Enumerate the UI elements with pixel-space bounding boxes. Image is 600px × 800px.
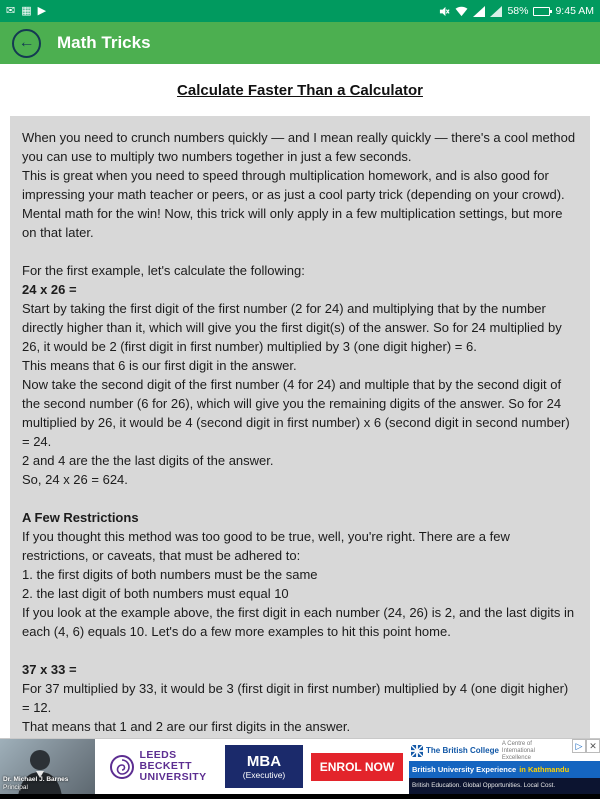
paragraph: When you need to crunch numbers quickly — and I mean really quickly — there's a cool method you can use to multiply two numbers together in just a few seconds.	[22, 130, 576, 164]
paragraph: If you look at the example above, the first digit in each number (24, 26) is 2, and the last digits in each (4, 6) equals 10. Let's do a few more examples to hit this point home.	[22, 605, 575, 639]
british-college-logo	[411, 745, 423, 757]
ad-person-role: Principal	[3, 784, 28, 791]
band-text: British University Experience	[412, 764, 517, 774]
paragraph: Now take the second digit of the first number (4 for 24) and multiple that by the second digit of the second number (6 for 26), which will give you the remaining digits of the answer. So for 24 multiplied by 26, it would be 4 (second digit in first number) x 6 (second digit in second number) = 24.	[22, 377, 570, 449]
leeds-rose-icon	[109, 754, 135, 780]
ad-mba-badge	[225, 745, 303, 788]
app-bar	[0, 22, 600, 64]
back-button[interactable]	[12, 29, 41, 58]
paragraph: This means that 6 is our first digit in the answer.	[22, 358, 297, 373]
ad-university-block	[95, 739, 223, 794]
notification-icon: ✉	[6, 4, 16, 17]
ad-photo-caption	[3, 776, 68, 792]
app-title: Math Tricks	[57, 33, 151, 52]
ad-program-name: MBA	[246, 753, 282, 770]
battery-icon	[533, 7, 550, 16]
ad-person-name: Dr. Michael J. Barnes	[3, 776, 69, 783]
status-icons-right	[439, 5, 594, 17]
title-area	[0, 64, 600, 116]
wifi-icon	[455, 6, 468, 17]
ad-college-strip	[409, 778, 600, 795]
signal-icon	[473, 6, 485, 17]
ad-banner[interactable]	[0, 738, 600, 794]
back-arrow-icon: ←	[18, 34, 35, 51]
college-name: The British College	[426, 746, 499, 755]
paragraph: 1. the first digits of both numbers must be the same	[22, 567, 318, 582]
adchoices-icon[interactable]: ▷	[572, 739, 586, 753]
paragraph: 24 x 26 =	[22, 282, 77, 297]
enrol-now-button[interactable]: ENROL NOW	[311, 753, 403, 781]
college-excellence-text: A Centre of International Excellence	[501, 740, 535, 761]
battery-percent: 58%	[507, 5, 529, 17]
paragraph: 2 and 4 are the the last digits of the answer.	[22, 453, 274, 468]
ad-controls	[572, 739, 600, 753]
ad-close-icon[interactable]: ✕	[586, 739, 600, 753]
notification-icon: ▶	[37, 4, 47, 17]
article-title: Calculate Faster Than a Calculator	[177, 81, 423, 99]
paragraph: 37 x 33 =	[22, 662, 77, 677]
paragraph: That means that 1 and 2 are our first digits in the answer.	[22, 719, 351, 734]
ad-program-sub: (Executive)	[242, 770, 286, 780]
ad-college-tagline	[409, 761, 600, 778]
status-icons-left	[6, 6, 46, 17]
signal-icon-2	[490, 6, 502, 17]
band-text-highlight: in Kathmandu	[519, 764, 570, 774]
paragraph: A Few Restrictions	[22, 510, 139, 525]
paragraph: For 37 multiplied by 33, it would be 3 (first digit in first number) multiplied by 4 (one digit higher) = 12.	[22, 681, 569, 715]
strip-text: British Education. Global Opportunities. Local Cost.	[412, 782, 556, 790]
notification-icon: ▦	[21, 4, 32, 17]
paragraph: 2. the last digit of both numbers must equal 10	[22, 586, 289, 601]
leeds-beckett-label: LEEDS BECKETT UNIVERSITY	[139, 749, 207, 783]
paragraph: For the first example, let's calculate the following:	[22, 263, 305, 278]
clock: 9:45 AM	[555, 5, 594, 17]
article-scroll-area[interactable]	[0, 116, 600, 738]
paragraph: So, 24 x 26 = 624.	[22, 472, 128, 487]
paragraph: This is great when you need to speed through multiplication homework, and is also good for impressing your math teacher or peers, or as just a cool party trick (depending on your crowd). Mental math for the win! Now, this trick will only apply in a few multiplication settings, but more on that later.	[22, 168, 565, 240]
paragraph: Start by taking the first digit of the first number (2 for 24) and multiplying that by the number directly higher than it, which will give you the first digit(s) of the answer. So for 24 multiplied by 26, it would be 2 (first digit in first number) multiplied by 3 (one digit higher) = 6.	[22, 301, 562, 354]
mute-icon	[439, 6, 450, 17]
paragraph: If you thought this method was too good to be true, well, you're right. There are a few restrictions, or caveats, that must be adhered to:	[22, 529, 510, 563]
article-body	[10, 116, 590, 738]
ad-person-photo	[0, 739, 95, 794]
status-bar	[0, 0, 600, 22]
bottom-strip	[0, 794, 600, 799]
